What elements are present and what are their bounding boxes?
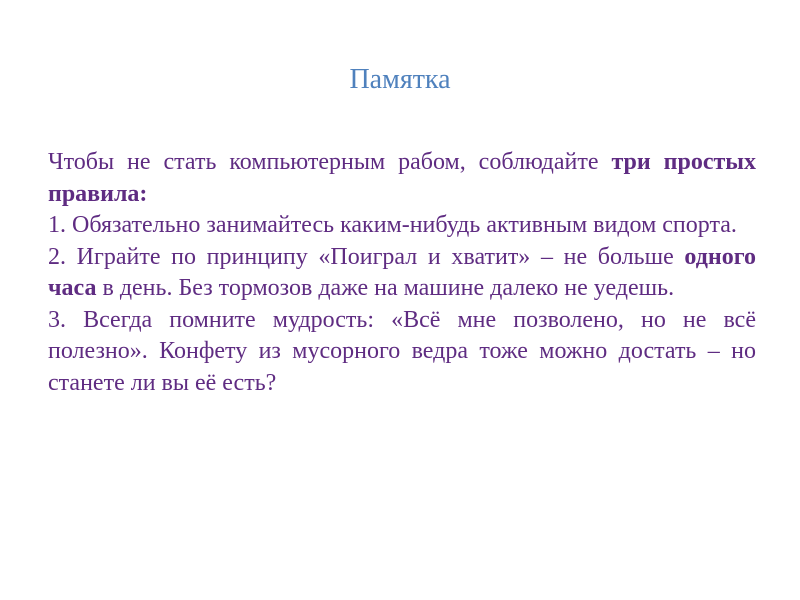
rule-2 [48,242,756,305]
rule-1: 1. Обязательно занимайтесь каким-нибудь активным видом спорта. [48,212,737,238]
rule-2-bold: одного часа [48,243,756,301]
rule-3: 3. Всегда помните мудрость: «Всё мне позволено, но не всё полезно». Конфету из мусорного ведра тоже можно достать – но станете ли вы её есть? [48,306,756,396]
rule-2-after: в день. Без тормозов даже на машине далеко не уедешь. [96,275,675,301]
slide-title: Памятка [349,64,451,95]
slide-body [48,147,756,399]
rule-2-before: 2. Играйте по принципу «Поиграл и хватит» – не больше [48,243,685,270]
intro-bold-text: три простых правила: [48,149,756,207]
intro-paragraph [48,147,756,210]
intro-text: Чтобы не стать компьютерным рабом, соблюдайте [48,149,612,175]
